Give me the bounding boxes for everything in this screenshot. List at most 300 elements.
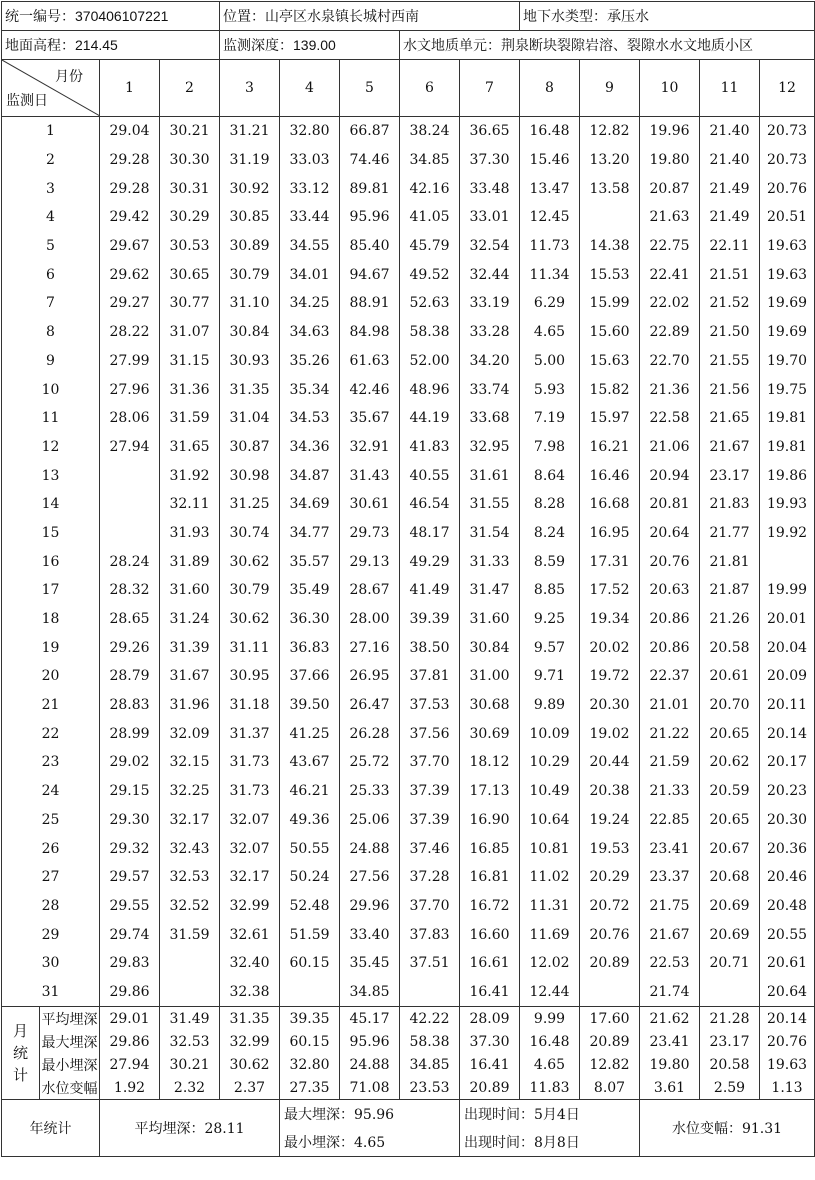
value-cell: 30.84 (460, 633, 520, 662)
value-cell: 42.46 (340, 375, 400, 404)
value-cell: 11.34 (520, 260, 580, 289)
value-cell: 31.61 (460, 461, 520, 490)
value-cell: 15.97 (580, 404, 640, 433)
day-cell: 27 (2, 863, 100, 892)
value-cell: 26.28 (340, 719, 400, 748)
value-cell: 29.02 (100, 748, 160, 777)
value-cell: 20.71 (700, 949, 760, 978)
value-cell: 19.63 (760, 232, 815, 261)
value-cell: 20.94 (640, 461, 700, 490)
value-cell: 32.52 (160, 892, 220, 921)
stat-value: 23.53 (400, 1076, 460, 1100)
value-cell: 20.04 (760, 633, 815, 662)
value-cell: 31.39 (160, 633, 220, 662)
value-cell: 30.62 (220, 605, 280, 634)
value-cell: 15.99 (580, 289, 640, 318)
day-cell: 8 (2, 318, 100, 347)
value-cell: 30.30 (160, 146, 220, 175)
stat-value: 16.48 (520, 1030, 580, 1053)
value-cell: 12.02 (520, 949, 580, 978)
value-cell: 34.55 (280, 232, 340, 261)
stat-value: 9.99 (520, 1007, 580, 1031)
value-cell: 14.38 (580, 232, 640, 261)
value-cell: 20.46 (760, 863, 815, 892)
value-cell: 30.92 (220, 174, 280, 203)
value-cell: 37.30 (460, 146, 520, 175)
stat-value: 27.94 (100, 1053, 160, 1076)
value-cell: 22.70 (640, 347, 700, 376)
value-cell: 20.51 (760, 203, 815, 232)
value-cell: 20.38 (580, 777, 640, 806)
value-cell: 22.37 (640, 662, 700, 691)
value-cell: 17.31 (580, 547, 640, 576)
value-cell: 32.38 (220, 978, 280, 1007)
monthly-stat-row (2, 1030, 815, 1053)
value-cell: 20.62 (700, 748, 760, 777)
value-cell: 32.54 (460, 232, 520, 261)
value-cell: 16.85 (460, 834, 520, 863)
value-cell: 31.04 (220, 404, 280, 433)
stat-value: 60.15 (280, 1030, 340, 1053)
value-cell: 35.49 (280, 576, 340, 605)
value-cell (580, 203, 640, 232)
elevation-cell: 地面高程：214.45 (2, 31, 220, 60)
elevation: 214.45 (75, 37, 118, 53)
groundwater-depth-table (1, 1, 815, 1157)
value-cell: 37.56 (400, 719, 460, 748)
value-cell: 8.28 (520, 490, 580, 519)
value-cell: 37.70 (400, 748, 460, 777)
value-cell: 28.99 (100, 719, 160, 748)
value-cell: 20.76 (640, 547, 700, 576)
value-cell: 23.37 (640, 863, 700, 892)
depth-cell: 监测深度：139.00 (220, 31, 400, 60)
stat-value: 71.08 (340, 1076, 400, 1100)
table-row (2, 232, 815, 261)
value-cell: 19.70 (760, 347, 815, 376)
day-cell: 20 (2, 662, 100, 691)
day-cell: 3 (2, 174, 100, 203)
value-cell: 8.64 (520, 461, 580, 490)
value-cell: 29.55 (100, 892, 160, 921)
value-cell: 36.65 (460, 117, 520, 146)
month-axis-label: 月份 (55, 69, 83, 85)
stat-value: 16.41 (460, 1053, 520, 1076)
value-cell: 21.26 (700, 605, 760, 634)
value-cell: 37.70 (400, 892, 460, 921)
stat-value: 17.60 (580, 1007, 640, 1031)
value-cell: 30.69 (460, 719, 520, 748)
value-cell: 19.81 (760, 433, 815, 462)
value-cell: 21.81 (700, 547, 760, 576)
value-cell: 7.98 (520, 433, 580, 462)
value-cell: 20.69 (700, 920, 760, 949)
monitor-depth: 139.00 (293, 37, 336, 53)
value-cell: 16.81 (460, 863, 520, 892)
table-row (2, 375, 815, 404)
stat-value: 27.35 (280, 1076, 340, 1100)
table-row (2, 404, 815, 433)
stat-value: 19.63 (760, 1053, 815, 1076)
value-cell: 21.67 (700, 433, 760, 462)
value-cell: 20.11 (760, 691, 815, 720)
value-cell: 30.29 (160, 203, 220, 232)
stat-value: 20.58 (700, 1053, 760, 1076)
value-cell: 30.93 (220, 347, 280, 376)
value-cell: 29.32 (100, 834, 160, 863)
value-cell: 50.55 (280, 834, 340, 863)
day-cell: 6 (2, 260, 100, 289)
stat-value: 32.80 (280, 1053, 340, 1076)
value-cell: 32.80 (280, 117, 340, 146)
value-cell: 30.87 (220, 433, 280, 462)
value-cell: 28.24 (100, 547, 160, 576)
value-cell: 20.89 (580, 949, 640, 978)
value-cell: 20.44 (580, 748, 640, 777)
value-cell: 29.42 (100, 203, 160, 232)
value-cell (160, 978, 220, 1007)
value-cell: 16.41 (460, 978, 520, 1007)
value-cell: 31.33 (460, 547, 520, 576)
month-header: 7 (460, 60, 520, 117)
value-cell: 21.36 (640, 375, 700, 404)
table-row (2, 691, 815, 720)
corner-cell (2, 60, 100, 117)
value-cell: 28.67 (340, 576, 400, 605)
value-cell: 8.59 (520, 547, 580, 576)
value-cell: 21.22 (640, 719, 700, 748)
day-cell: 17 (2, 576, 100, 605)
value-cell: 30.62 (220, 547, 280, 576)
value-cell: 32.95 (460, 433, 520, 462)
value-cell: 84.98 (340, 318, 400, 347)
stat-value: 21.28 (700, 1007, 760, 1031)
value-cell: 19.86 (760, 461, 815, 490)
value-cell: 36.83 (280, 633, 340, 662)
value-cell: 13.20 (580, 146, 640, 175)
day-cell: 23 (2, 748, 100, 777)
value-cell: 50.24 (280, 863, 340, 892)
stat-value: 8.07 (580, 1076, 640, 1100)
value-cell: 15.82 (580, 375, 640, 404)
value-cell: 20.14 (760, 719, 815, 748)
value-cell: 11.02 (520, 863, 580, 892)
day-cell: 22 (2, 719, 100, 748)
value-cell: 19.69 (760, 289, 815, 318)
value-cell: 20.09 (760, 662, 815, 691)
table-row (2, 433, 815, 462)
value-cell: 30.21 (160, 117, 220, 146)
stat-name: 最小埋深 (40, 1053, 100, 1076)
value-cell: 32.07 (220, 834, 280, 863)
stat-value: 24.88 (340, 1053, 400, 1076)
table-row (2, 834, 815, 863)
stat-value: 28.09 (460, 1007, 520, 1031)
value-cell: 49.36 (280, 806, 340, 835)
value-cell: 27.16 (340, 633, 400, 662)
value-cell: 20.30 (580, 691, 640, 720)
value-cell: 29.83 (100, 949, 160, 978)
value-cell: 28.22 (100, 318, 160, 347)
value-cell: 51.59 (280, 920, 340, 949)
value-cell: 21.59 (640, 748, 700, 777)
value-cell: 22.75 (640, 232, 700, 261)
value-cell: 30.65 (160, 260, 220, 289)
value-cell: 31.36 (160, 375, 220, 404)
value-cell: 31.19 (220, 146, 280, 175)
stat-value: 95.96 (340, 1030, 400, 1053)
day-cell: 7 (2, 289, 100, 318)
month-header: 6 (400, 60, 460, 117)
value-cell: 26.95 (340, 662, 400, 691)
stat-value: 20.89 (460, 1076, 520, 1100)
value-cell: 29.13 (340, 547, 400, 576)
value-cell: 19.63 (760, 260, 815, 289)
value-cell: 27.56 (340, 863, 400, 892)
value-cell: 20.69 (700, 892, 760, 921)
value-cell: 30.31 (160, 174, 220, 203)
value-cell: 30.79 (220, 260, 280, 289)
value-cell: 19.93 (760, 490, 815, 519)
value-cell: 28.32 (100, 576, 160, 605)
value-cell: 33.48 (460, 174, 520, 203)
value-cell: 89.81 (340, 174, 400, 203)
stat-value: 23.17 (700, 1030, 760, 1053)
value-cell: 16.90 (460, 806, 520, 835)
value-cell: 8.24 (520, 519, 580, 548)
value-cell: 21.74 (640, 978, 700, 1007)
value-cell: 31.65 (160, 433, 220, 462)
value-cell: 33.68 (460, 404, 520, 433)
value-cell: 33.01 (460, 203, 520, 232)
value-cell: 46.54 (400, 490, 460, 519)
day-cell: 9 (2, 347, 100, 376)
value-cell (760, 547, 815, 576)
value-cell: 20.61 (760, 949, 815, 978)
value-cell: 38.50 (400, 633, 460, 662)
value-cell: 31.54 (460, 519, 520, 548)
value-cell: 20.68 (700, 863, 760, 892)
value-cell: 31.60 (460, 605, 520, 634)
value-cell: 19.81 (760, 404, 815, 433)
table-row (2, 117, 815, 146)
stat-value: 39.35 (280, 1007, 340, 1031)
value-cell: 21.33 (640, 777, 700, 806)
value-cell: 30.84 (220, 318, 280, 347)
value-cell: 31.60 (160, 576, 220, 605)
value-cell: 25.06 (340, 806, 400, 835)
value-cell: 37.39 (400, 806, 460, 835)
value-cell: 21.75 (640, 892, 700, 921)
value-cell: 21.55 (700, 347, 760, 376)
value-cell: 29.26 (100, 633, 160, 662)
value-cell: 29.57 (100, 863, 160, 892)
header-row-1 (2, 2, 815, 31)
value-cell: 21.40 (700, 146, 760, 175)
value-cell: 19.92 (760, 519, 815, 548)
value-cell: 40.55 (400, 461, 460, 490)
table-row (2, 174, 815, 203)
value-cell: 10.64 (520, 806, 580, 835)
value-cell: 20.65 (700, 806, 760, 835)
value-cell: 20.02 (580, 633, 640, 662)
stat-value: 20.89 (580, 1030, 640, 1053)
table-row (2, 576, 815, 605)
value-cell: 33.19 (460, 289, 520, 318)
hydro-unit-cell: 水文地质单元：荆泉断块裂隙岩溶、裂隙水水文地质小区 (400, 31, 815, 60)
day-cell: 26 (2, 834, 100, 863)
value-cell: 31.92 (160, 461, 220, 490)
value-cell: 32.11 (160, 490, 220, 519)
value-cell: 31.07 (160, 318, 220, 347)
value-cell: 20.76 (580, 920, 640, 949)
value-cell: 32.43 (160, 834, 220, 863)
value-cell: 33.28 (460, 318, 520, 347)
value-cell: 35.45 (340, 949, 400, 978)
value-cell: 37.66 (280, 662, 340, 691)
value-cell: 22.02 (640, 289, 700, 318)
month-header: 1 (100, 60, 160, 117)
value-cell: 30.61 (340, 490, 400, 519)
value-cell: 27.94 (100, 433, 160, 462)
value-cell: 11.73 (520, 232, 580, 261)
value-cell: 32.09 (160, 719, 220, 748)
value-cell: 31.21 (220, 117, 280, 146)
annual-avg: 平均埋深：28.11 (100, 1100, 280, 1157)
monthly-stat-row (2, 1007, 815, 1031)
value-cell: 32.91 (340, 433, 400, 462)
value-cell: 32.15 (160, 748, 220, 777)
value-cell: 29.15 (100, 777, 160, 806)
day-cell: 31 (2, 978, 100, 1007)
value-cell: 20.72 (580, 892, 640, 921)
value-cell: 32.17 (220, 863, 280, 892)
value-cell: 20.55 (760, 920, 815, 949)
value-cell: 34.36 (280, 433, 340, 462)
table-row (2, 662, 815, 691)
stat-value: 32.53 (160, 1030, 220, 1053)
value-cell: 17.52 (580, 576, 640, 605)
stat-value: 37.30 (460, 1030, 520, 1053)
table-row (2, 920, 815, 949)
table-row (2, 949, 815, 978)
value-cell: 94.67 (340, 260, 400, 289)
day-cell: 24 (2, 777, 100, 806)
value-cell: 29.28 (100, 146, 160, 175)
day-cell: 16 (2, 547, 100, 576)
value-cell: 66.87 (340, 117, 400, 146)
value-cell: 20.29 (580, 863, 640, 892)
value-cell: 34.63 (280, 318, 340, 347)
value-cell: 37.53 (400, 691, 460, 720)
table-row (2, 978, 815, 1007)
day-cell: 18 (2, 605, 100, 634)
stat-name: 最大埋深 (40, 1030, 100, 1053)
table-row (2, 605, 815, 634)
value-cell: 34.53 (280, 404, 340, 433)
value-cell: 19.75 (760, 375, 815, 404)
value-cell: 45.79 (400, 232, 460, 261)
stat-value: 20.76 (760, 1030, 815, 1053)
value-cell: 24.88 (340, 834, 400, 863)
value-cell: 28.06 (100, 404, 160, 433)
value-cell: 12.82 (580, 117, 640, 146)
value-cell: 34.20 (460, 347, 520, 376)
value-cell: 29.86 (100, 978, 160, 1007)
value-cell: 61.63 (340, 347, 400, 376)
value-cell: 48.17 (400, 519, 460, 548)
value-cell: 22.41 (640, 260, 700, 289)
value-cell: 31.59 (160, 920, 220, 949)
value-cell: 31.11 (220, 633, 280, 662)
value-cell: 32.07 (220, 806, 280, 835)
value-cell: 21.83 (700, 490, 760, 519)
value-cell: 31.89 (160, 547, 220, 576)
stat-value: 29.01 (100, 1007, 160, 1031)
table-row (2, 347, 815, 376)
value-cell: 33.03 (280, 146, 340, 175)
value-cell: 22.11 (700, 232, 760, 261)
value-cell: 20.59 (700, 777, 760, 806)
table-row (2, 146, 815, 175)
stat-value: 29.86 (100, 1030, 160, 1053)
value-cell: 20.67 (700, 834, 760, 863)
value-cell: 32.53 (160, 863, 220, 892)
day-cell: 30 (2, 949, 100, 978)
value-cell: 21.06 (640, 433, 700, 462)
water-type: 承压水 (607, 8, 649, 24)
table-row (2, 461, 815, 490)
day-axis-label: 监测日 (6, 93, 48, 109)
value-cell: 33.40 (340, 920, 400, 949)
value-cell: 15.60 (580, 318, 640, 347)
value-cell: 21.52 (700, 289, 760, 318)
value-cell (280, 978, 340, 1007)
stat-value: 11.83 (520, 1076, 580, 1100)
value-cell: 21.56 (700, 375, 760, 404)
stat-value: 1.13 (760, 1076, 815, 1100)
value-cell: 19.96 (640, 117, 700, 146)
month-header: 5 (340, 60, 400, 117)
table-row (2, 490, 815, 519)
stat-name: 平均埋深 (40, 1007, 100, 1031)
location: 山亭区水泉镇长城村西南 (265, 8, 419, 24)
value-cell: 30.89 (220, 232, 280, 261)
value-cell: 8.85 (520, 576, 580, 605)
value-cell: 25.33 (340, 777, 400, 806)
value-cell: 19.80 (640, 146, 700, 175)
value-cell: 22.53 (640, 949, 700, 978)
value-cell: 20.70 (700, 691, 760, 720)
value-cell: 20.81 (640, 490, 700, 519)
stat-value: 21.62 (640, 1007, 700, 1031)
value-cell: 48.96 (400, 375, 460, 404)
day-cell: 2 (2, 146, 100, 175)
value-cell: 52.00 (400, 347, 460, 376)
value-cell: 36.30 (280, 605, 340, 634)
value-cell (100, 490, 160, 519)
value-cell: 21.67 (640, 920, 700, 949)
value-cell: 34.87 (280, 461, 340, 490)
table-row (2, 260, 815, 289)
value-cell: 5.93 (520, 375, 580, 404)
value-cell: 22.89 (640, 318, 700, 347)
value-cell: 19.34 (580, 605, 640, 634)
value-cell: 10.81 (520, 834, 580, 863)
value-cell: 30.98 (220, 461, 280, 490)
value-cell: 31.00 (460, 662, 520, 691)
stat-value: 2.37 (220, 1076, 280, 1100)
